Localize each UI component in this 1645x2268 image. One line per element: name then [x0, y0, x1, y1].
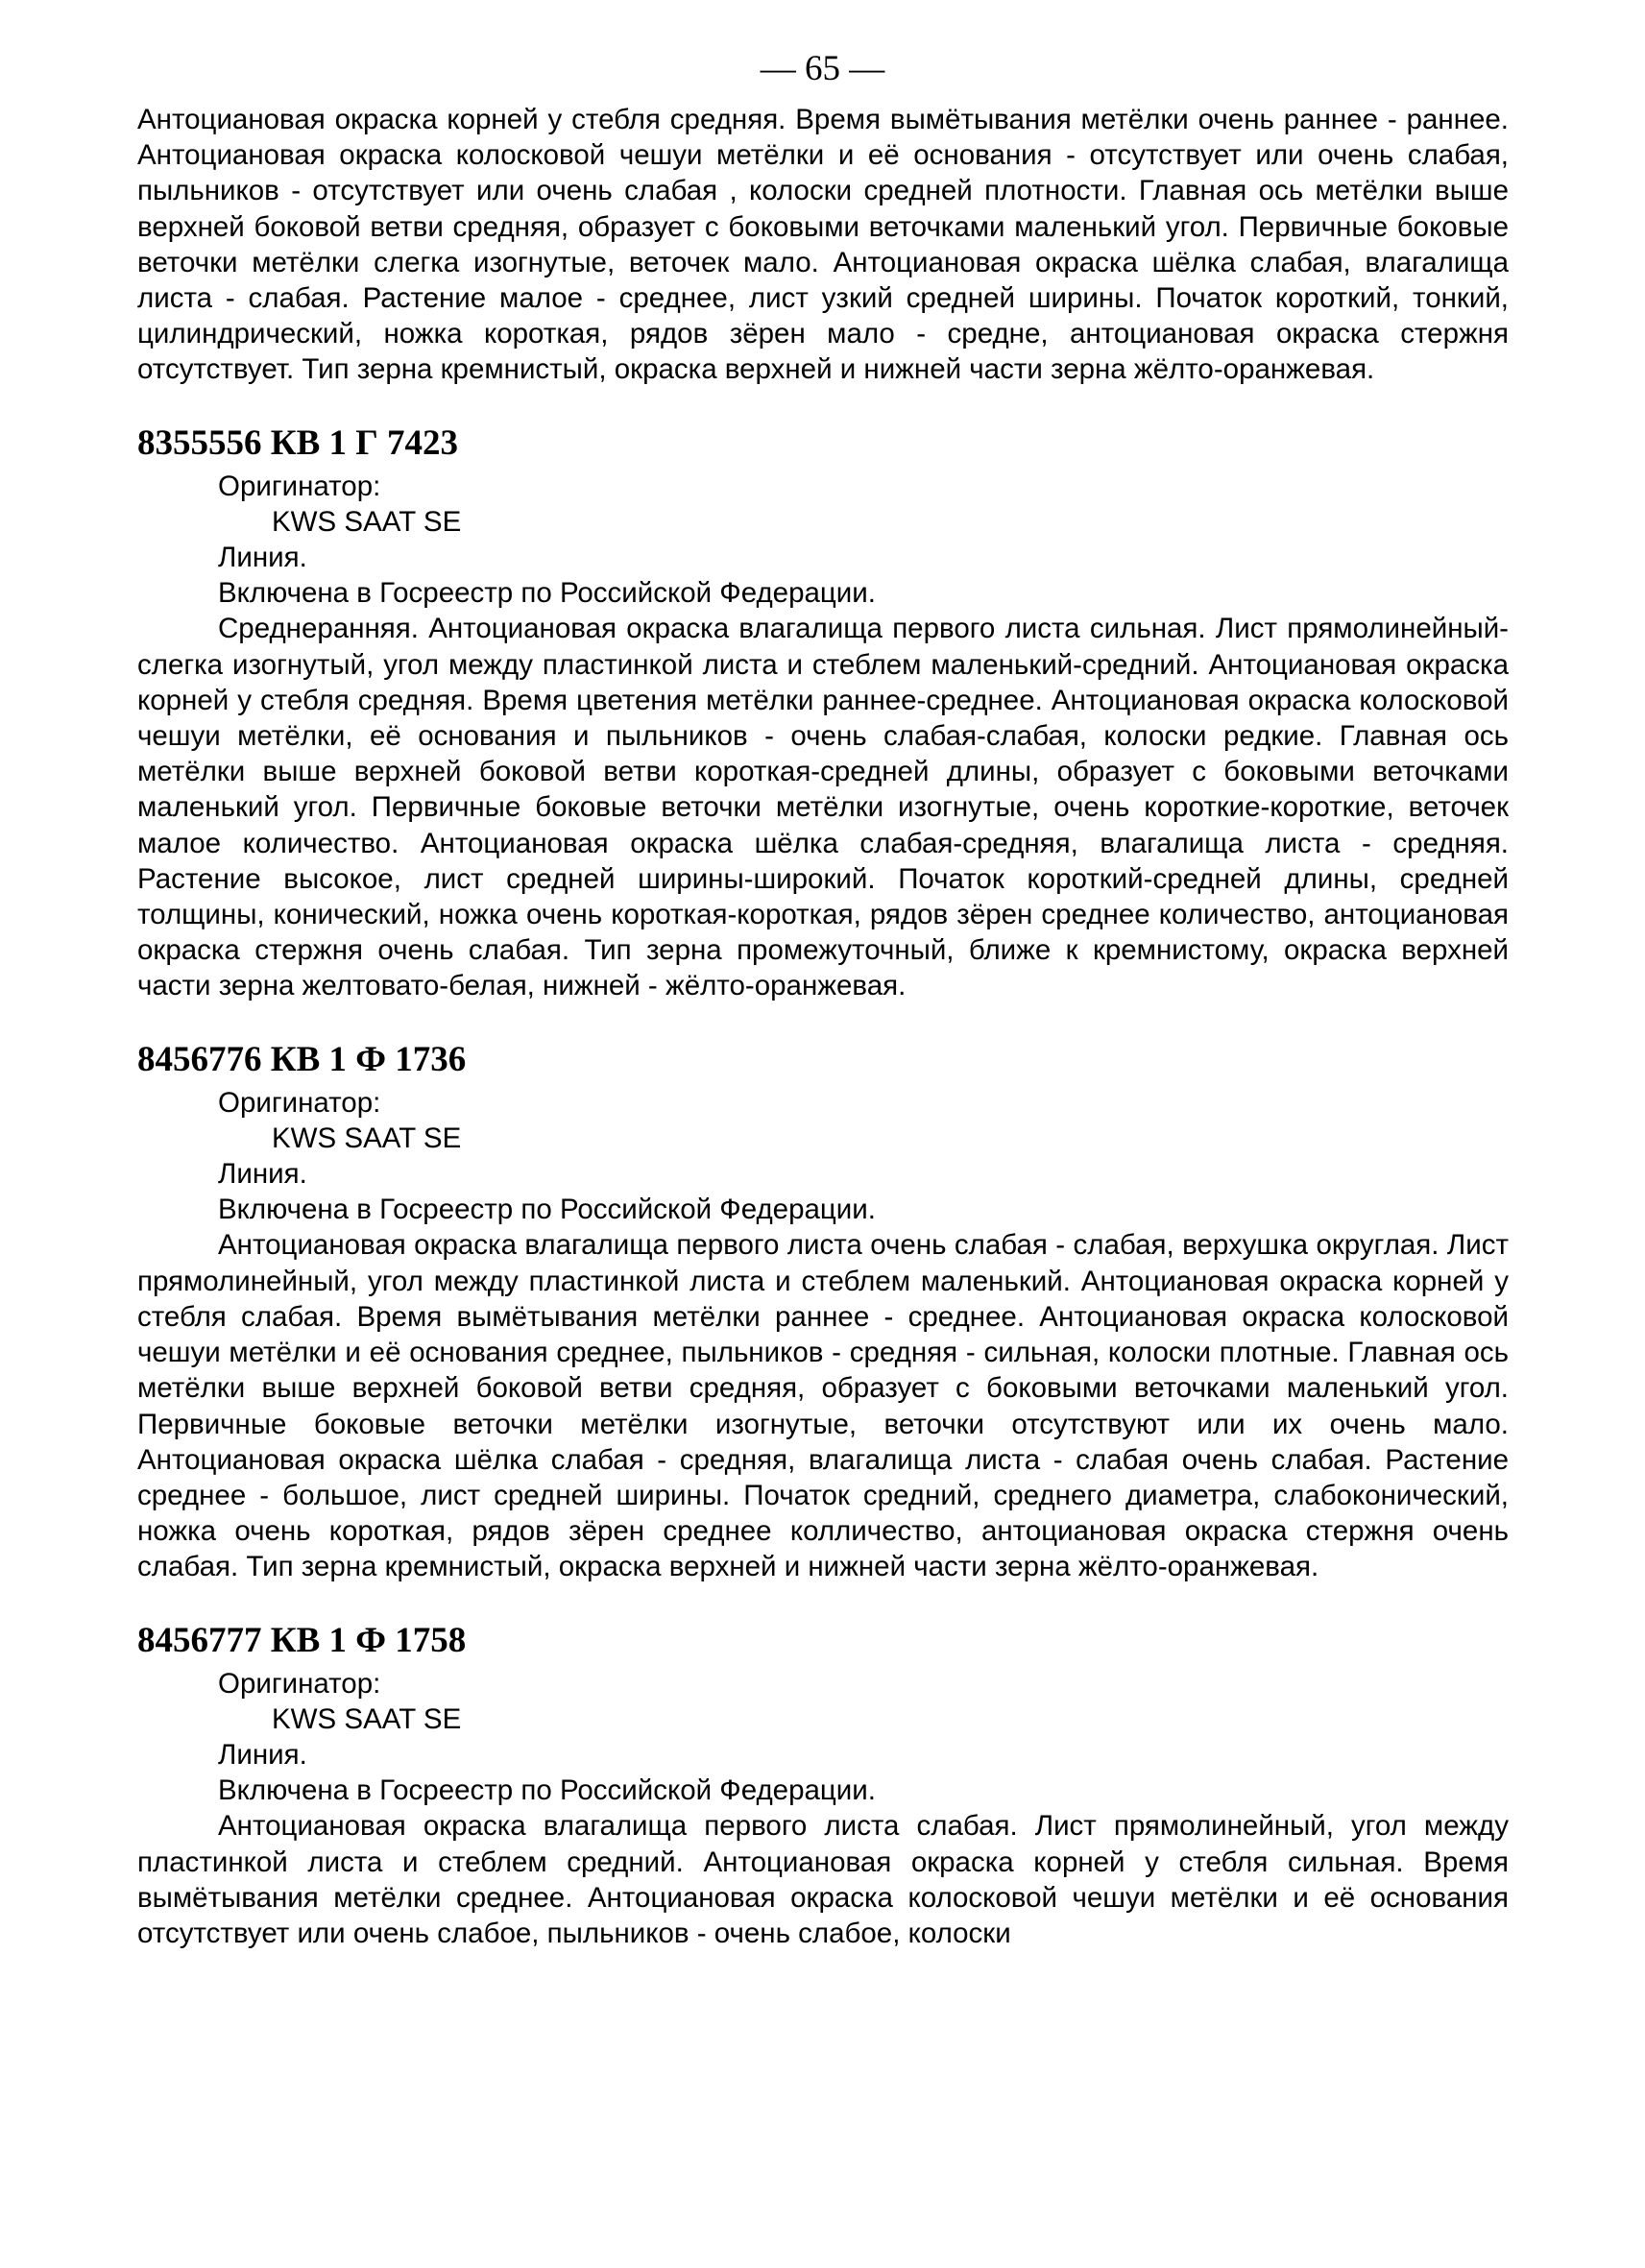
originator-label: Оригинатор: [218, 1667, 381, 1700]
catalog-entry [137, 1039, 1509, 1585]
catalog-entry [137, 422, 1509, 1004]
originator-label: Оригинатор: [218, 1086, 381, 1119]
entry-type: Линия. [218, 542, 307, 574]
page-content [137, 102, 1509, 1951]
entry-description: Антоциановая окраска влагалища первого листа очень слабая - слабая, верхушка округлая. Лист прямолинейный, угол между пластинкой листа и стеблем маленький. Антоциановая окраска корней у стебля слабая. Время вымётывания метёлки раннее - среднее. Антоциановая окраска колосковой чешуи метёлки и её основания среднее, пыльников - средняя - сильная, колоски плотные. Главная ось метёлки выше верхней боковой ветви средняя, образует с боковыми веточками маленький угол. Первичные боковые веточки метёлки изогнутые, веточки отсутствуют или их очень мало. Антоциановая окраска шёлка слабая - средняя, влагалища листа - слабая очень слабая. Растение среднее - большое, лист средней ширины. Початок средний, среднего диаметра, слабоконический, ножка очень короткая, рядов зёрен среднее колличество, антоциановая окраска стержня очень слабая. Тип зерна кремнистый, окраска верхней и нижней части зерна жёлто-оранжевая. [137, 1229, 1509, 1583]
entry-type: Линия. [218, 1738, 307, 1771]
registry-status: Включена в Госреестр по Российской Федерации. [218, 1774, 876, 1807]
intro-paragraph: Антоциановая окраска корней у стебля средняя. Время вымётывания метёлки очень раннее - раннее. Антоциановая окраска колосковой чешуи метёлки и её основания - отсутствует или очень слабая, пыльников - отсутствует или очень слабая , колоски средней плотности. Главная ось метёлки выше верхней боковой ветви средняя, образует с боковыми веточками маленький угол. Первичные боковые веточки метёлки слегка изогнутые, веточек мало. Антоциановая окраска шёлка слабая, влагалища листа - слабая. Растение малое - среднее, лист узкий средней ширины. Початок короткий, тонкий, цилиндрический, ножка короткая, рядов зёрен мало - средне, антоциановая окраска стержня отсутствует. Тип зерна кремнистый, окраска верхней и нижней части зерна жёлто-оранжевая. [137, 104, 1509, 386]
entry-description: Среднеранняя. Антоциановая окраска влагалища первого листа сильная. Лист прямолинейный-слегка изогнутый, угол между пластинкой листа и стеблем маленький-средний. Антоциановая окраска корней у стебля средняя. Время цветения метёлки раннее-среднее. Антоциановая окраска колосковой чешуи метёлки, её основания и пыльников - очень слабая-слабая, колоски редкие. Главная ось метёлки выше верхней боковой ветви короткая-средней длины, образует с боковыми веточками маленький угол. Первичные боковые веточки метёлки изогнутые, очень короткие-короткие, веточек малое количество. Антоциановая окраска шёлка слабая-средняя, влагалища листа - средняя. Растение высокое, лист средней ширины-широкий. Початок короткий-средней длины, средней толщины, конический, ножка очень короткая-короткая, рядов зёрен среднее количество, антоциановая окраска стержня очень слабая. Тип зерна промежуточный, ближе к кремнистому, окраска верхней части зерна желтовато-белая, нижней - жёлто-оранжевая. [137, 613, 1509, 1002]
originator-name: KWS SAAT SE [272, 505, 462, 538]
registry-status: Включена в Госреестр по Российской Федерации. [218, 1194, 876, 1226]
entry-title: 8456776 КВ 1 Ф 1736 [137, 1039, 467, 1079]
catalog-entry [137, 1620, 1509, 1952]
entry-title: 8355556 КВ 1 Г 7423 [137, 422, 459, 463]
entry-title: 8456777 КВ 1 Ф 1758 [137, 1620, 467, 1660]
originator-name: KWS SAAT SE [272, 1702, 462, 1735]
entry-description: Антоциановая окраска влагалища первого листа слабая. Лист прямолинейный, угол между пластинкой листа и стеблем средний. Антоциановая окраска корней у стебля сильная. Время вымётывания метёлки среднее. Антоциановая окраска колосковой чешуи метёлки и её основания отсутствует или очень слабое, пыльников - очень слабое, колоски [137, 1810, 1509, 1949]
entry-type: Линия. [218, 1158, 307, 1191]
registry-status: Включена в Госреестр по Российской Федерации. [218, 577, 876, 610]
originator-label: Оригинатор: [218, 470, 381, 502]
originator-name: KWS SAAT SE [272, 1122, 462, 1154]
page-number: — 65 — [760, 49, 885, 88]
